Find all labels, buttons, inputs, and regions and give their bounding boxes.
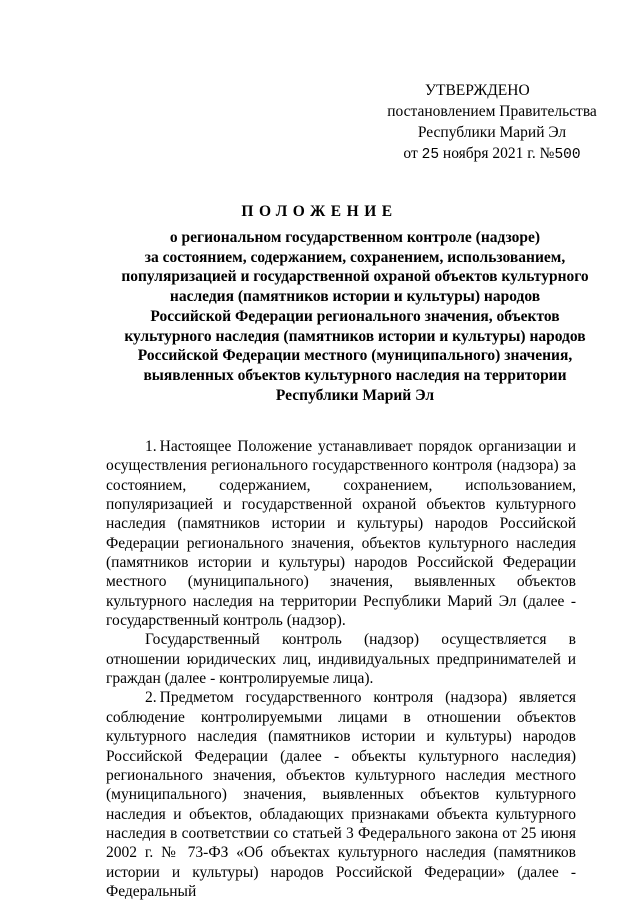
subtitle-line: о региональном государственном контроле (надзоре)	[169, 229, 541, 246]
approval-issuer-line: постановлением Правительства	[387, 103, 597, 120]
document-body	[106, 437, 576, 901]
paragraph-1-continued	[106, 630, 576, 688]
paragraph-text: Настоящее Положение устанавливает порядок организации и осуществления регионального государственного контроля (надзора) за состоянием, содержанием, сохранением, использованием, популяризацией и государственной охраной объектов культурного наследия (памятников истории и культуры) народов Российской Федерации регионального значения, объектов культурного наследия (памятников истории и культуры) народов Российской Федерации местного (муниципального) значения, выявленных объектов культурного наследия на территории Республики Марий Эл (далее - государственный контроль (надзор).	[106, 438, 576, 630]
paragraph-number: 2.	[145, 689, 157, 707]
paragraph-number: 1.	[145, 438, 157, 455]
paragraph-1	[106, 437, 576, 630]
paragraph-text: Предметом государственного контроля (надзора) является соблюдение контролируемыми лицами в отношении объектов культурного наследия (памятников истории и культуры) народов Российской Федерации (далее - объекты культурного наследия) регионального значения, объектов культурного наследия местного (муниципального) значения, выявленных объектов культурного наследия и объектов, обладающих признаками объекта культурного наследия в соответствии со статьей 3 Федерального закона от 25 июня 2002 г. № 73-ФЗ «Об объектах культурного наследия (памятников истории и культуры) народов Российской Федерации» (далее - Федеральный	[106, 689, 576, 900]
approval-date-rest: ноября 2021 г.	[442, 145, 536, 162]
subtitle-line: наследия (памятников истории и культуры) народов	[169, 288, 541, 306]
subtitle-line: Республики Марий Эл	[275, 386, 435, 404]
subtitle-line: популяризацией и государственной охраной объектов культурного	[121, 268, 589, 286]
approval-republic-line: Республики Марий Эл	[417, 124, 567, 141]
approval-number-sign: №	[539, 145, 555, 162]
document-subtitle	[95, 228, 615, 405]
approval-date-line	[372, 143, 612, 166]
approval-date-day: 25	[421, 147, 440, 163]
subtitle-line: Российской Федерации местного (муниципального) значения,	[137, 347, 573, 365]
approval-block	[372, 80, 612, 166]
approval-number: 500	[554, 147, 581, 163]
paragraph-2	[106, 688, 576, 901]
approval-stamp: УТВЕРЖДЕНО	[425, 82, 530, 99]
document-title: ПОЛОЖЕНИЕ	[241, 203, 398, 220]
subtitle-line: выявленных объектов культурного наследия на территории	[143, 366, 567, 384]
approval-date-prefix: от	[403, 145, 418, 162]
subtitle-line: Российской Федерации регионального значения, объектов	[150, 307, 560, 325]
paragraph-text: Государственный контроль (надзор) осуществляется в отношении юридических лиц, индивидуальных предпринимателей и граждан (далее - контролируемые лица).	[106, 631, 576, 688]
subtitle-line: культурного наследия (памятников истории и культуры) народов	[124, 327, 586, 345]
subtitle-line: за состоянием, содержанием, сохранением, использованием,	[144, 248, 566, 266]
